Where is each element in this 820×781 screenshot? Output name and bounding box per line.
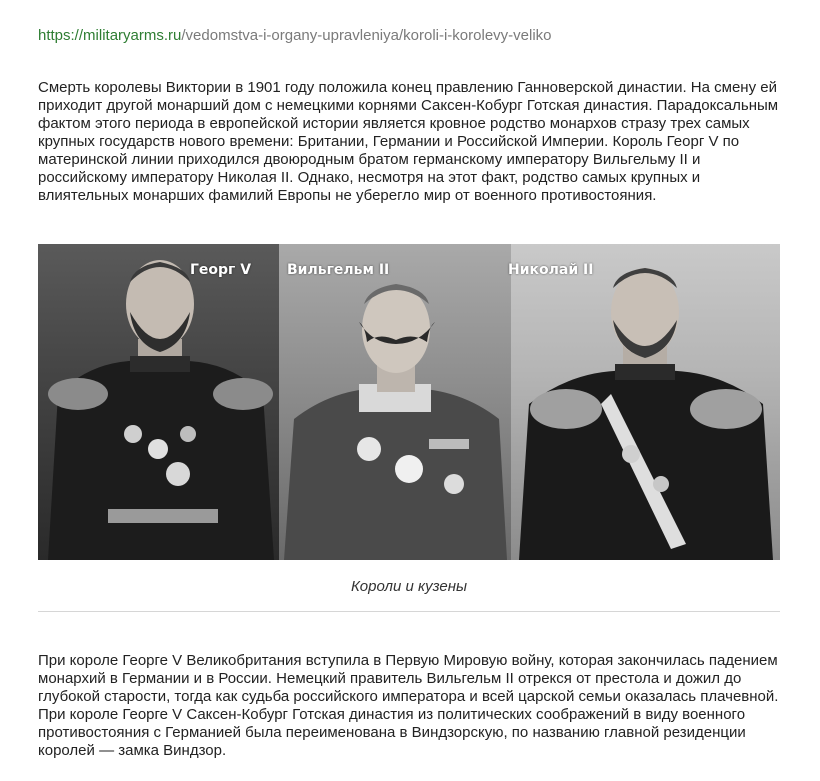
portrait-george-image [38, 244, 279, 560]
figure-caption: Короли и кузены [350, 578, 468, 595]
article-paragraph-1: Смерть королевы Виктории в 1901 году положила конец правлению Ганноверской династии. На смену ей приходит другой монарший дом с немецкими корнями Саксен-Кобург Готская династия. Парадоксальным фактом этого периода в европейской истории является кровное родство монархов стразу трех самых крупных государств нового времени: Британии, Германии и Российской Империи. Король Георг V по материнской линии приходился двоюродным братом германскому императору Вильгельму II и российскому императору Николая II. Однако, несмотря на этот факт, родство самых крупных и влиятельных монарших фамилий Европы не уберегло мир от военного противостояния. [38, 79, 779, 204]
source-url[interactable] [38, 27, 552, 44]
article-paragraph-2: При короле Георге V Великобритания вступила в Первую Мировую войну, которая закончилась падением монархий в Германии и в России. Немецкий правитель Вильгельм II отрекся от престола и дожил до глубокой старости, тогда как судьба российского императора и всей царской семьи оказалась плачевной. При короле Георге V Саксен-Кобург Готская династия из политических соображений в виду военного противостояния с Германией была переименована в Виндзорскую, по названию главной резиденции королей — замка Виндзор. [38, 652, 779, 759]
url-path: /vedomstva-i-organy-upravleniya/koroli-i-korolevy-veliko [181, 27, 552, 44]
label-george: Георг V [190, 262, 252, 278]
url-scheme: https:// [38, 27, 84, 44]
photo-panel-george [38, 244, 279, 560]
photo-panel-nicholas [511, 244, 780, 560]
url-domain: militaryarms.ru [83, 27, 182, 44]
divider [38, 611, 780, 612]
photo-panel-wilhelm [279, 244, 511, 560]
label-wilhelm: Вильгельм II [287, 262, 390, 278]
portrait-wilhelm-image [279, 244, 511, 560]
monarchs-photo [38, 244, 780, 560]
portrait-nicholas-image [511, 244, 780, 560]
label-nicholas: Николай II [508, 262, 594, 278]
